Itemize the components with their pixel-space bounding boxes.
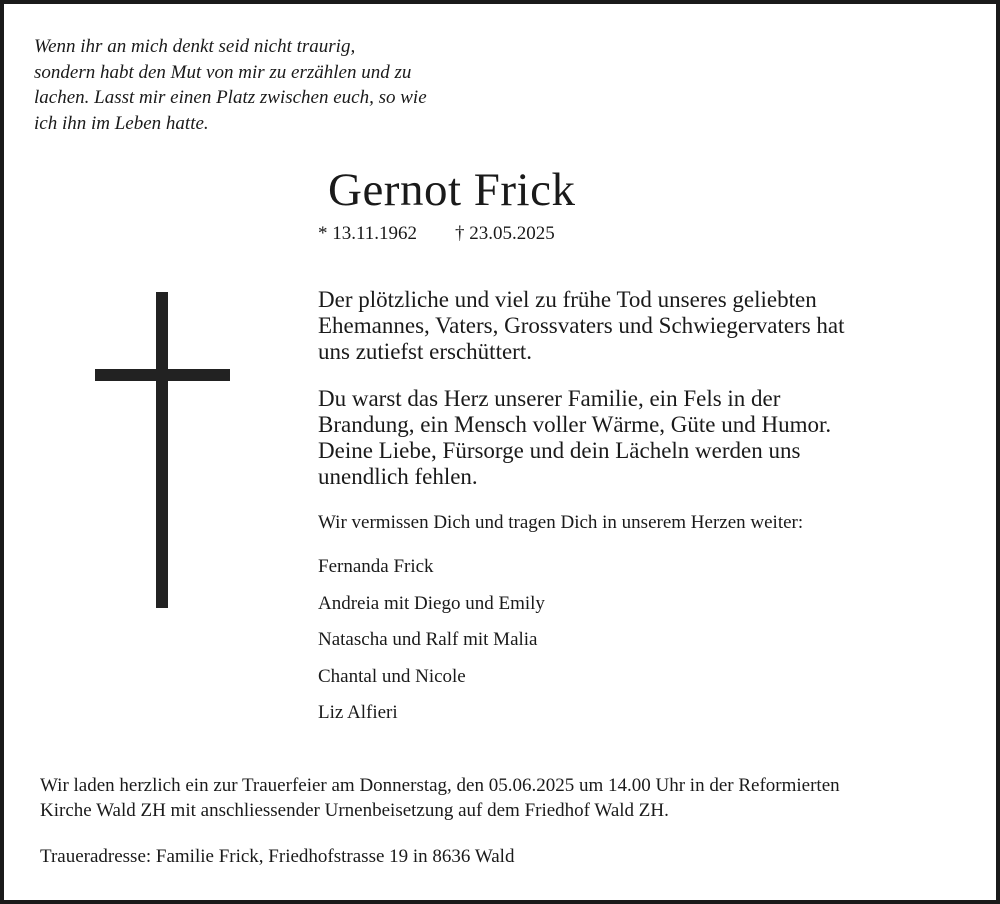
cross-vertical-bar bbox=[156, 292, 168, 608]
closing-line: Wir vermissen Dich und tragen Dich in unserem Herzen weiter: bbox=[318, 512, 804, 533]
ceremony-invitation bbox=[40, 773, 980, 823]
paragraph-line: Ehemannes, Vaters, Grossvaters und Schwiegervaters hat bbox=[318, 313, 845, 338]
poem-line: lachen. Lasst mir einen Platz zwischen euch, so wie bbox=[34, 87, 427, 108]
mourner-name: Fernanda Frick bbox=[318, 556, 434, 577]
mourner-name: Andreia mit Diego und Emily bbox=[318, 592, 545, 614]
paragraph-line: Du warst das Herz unserer Familie, ein Fels in der bbox=[318, 386, 781, 411]
paragraph-line: Brandung, ein Mensch voller Wärme, Güte und Humor. bbox=[318, 412, 832, 437]
mourning-address: Traueradresse: Familie Frick, Friedhofstrasse 19 in 8636 Wald bbox=[40, 846, 515, 867]
life-dates bbox=[318, 222, 555, 246]
invitation-line: Wir laden herzlich ein zur Trauerfeier am Donnerstag, den 05.06.2025 um 14.00 Uhr in der Reformierten bbox=[40, 775, 840, 796]
memorial-poem bbox=[34, 34, 534, 136]
invitation-line: Kirche Wald ZH mit anschliessender Urnenbeisetzung auf dem Friedhof Wald ZH. bbox=[40, 800, 669, 821]
poem-line: Wenn ihr an mich denkt seid nicht traurig, bbox=[34, 36, 356, 57]
poem-line: sondern habt den Mut von mir zu erzählen und zu bbox=[34, 61, 412, 83]
birth-date: * 13.11.1962 bbox=[318, 223, 418, 244]
deceased-name: Gernot Frick bbox=[328, 164, 576, 216]
paragraph-line: Deine Liebe, Fürsorge und dein Lächeln werden uns bbox=[318, 438, 801, 463]
paragraph-line: Der plötzliche und viel zu frühe Tod unseres geliebten bbox=[318, 287, 817, 312]
condolence-paragraph bbox=[318, 287, 958, 365]
paragraph-line: uns zutiefst erschüttert. bbox=[318, 339, 532, 364]
tribute-paragraph bbox=[318, 386, 958, 490]
mourner-name: Liz Alfieri bbox=[318, 702, 398, 723]
paragraph-line: unendlich fehlen. bbox=[318, 464, 478, 489]
poem-line: ich ihn im Leben hatte. bbox=[34, 112, 209, 134]
cross-horizontal-bar bbox=[95, 369, 230, 381]
death-date: † 23.05.2025 bbox=[455, 223, 555, 244]
mourner-name: Natascha und Ralf mit Malia bbox=[318, 629, 538, 650]
mourner-name: Chantal und Nicole bbox=[318, 665, 466, 687]
mourners-list bbox=[318, 554, 545, 737]
